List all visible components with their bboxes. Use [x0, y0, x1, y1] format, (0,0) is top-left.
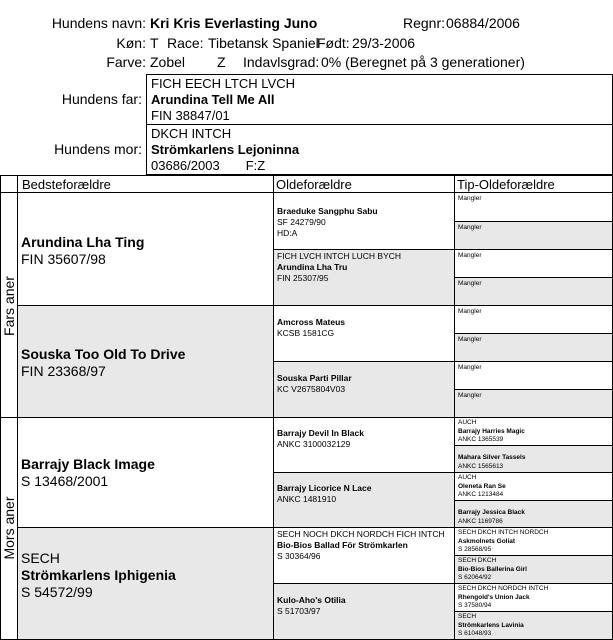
- father-label: Hundens far:: [61, 91, 142, 107]
- gg-reg: ANKC 1565613: [458, 462, 504, 470]
- great-grandparent-cell-4[interactable]: [273, 417, 455, 473]
- great-grandparent-cell-1[interactable]: [273, 249, 455, 306]
- great-grandparent-extra: HD:A: [277, 228, 298, 238]
- mother-name: Strömkarlens Lejoninna: [151, 142, 300, 157]
- fars-aner-label: Fars aner: [1, 276, 17, 336]
- gg-reg: ANKC 1213484: [458, 491, 504, 498]
- grandparent-reg: FIN 35607/98: [21, 251, 106, 267]
- gg-cell-7[interactable]: [454, 389, 613, 418]
- col-header-grandparents: Bedsteforældre: [17, 175, 274, 193]
- great-grandparent-name: Barrajy Devil In Black: [277, 428, 364, 438]
- gg-titles: Mangler: [458, 308, 482, 315]
- gg-titles: Mangler: [458, 392, 482, 399]
- grandparent-reg: S 13468/2001: [21, 473, 109, 489]
- born-label: Født:: [317, 35, 350, 51]
- race-value: Tibetansk Spaniel: [208, 35, 319, 51]
- grandparent-reg: FIN 23368/97: [21, 363, 106, 379]
- mors-aner-side: [0, 417, 18, 640]
- gg-cell-12[interactable]: [454, 527, 613, 556]
- gg-titles: Mangler: [458, 252, 482, 259]
- gg-reg: ANKC 1365539: [458, 436, 504, 443]
- gg-titles: AUCH: [458, 419, 477, 426]
- gg-name: Strömkarlens Lavinia: [458, 621, 524, 629]
- fars-aner-side: [0, 192, 18, 418]
- gg-reg: ANKC 1169786: [458, 517, 503, 525]
- gg-titles: AUCH: [458, 474, 477, 481]
- great-grandparent-name: Kulo-Aho's Otilia: [277, 595, 346, 605]
- gg-cell-11[interactable]: [454, 500, 613, 528]
- gg-reg: S 37580/94: [458, 602, 492, 609]
- gg-name: Rhengold's Union Jack: [458, 593, 530, 601]
- name-label: Hundens navn:: [51, 15, 146, 31]
- gg-titles: Mangler: [458, 336, 482, 343]
- great-grandparent-reg: KC V2675804V03: [277, 384, 346, 394]
- gg-name: Barrajy Harries Magic: [458, 427, 525, 435]
- grandparent-name: Barrajy Black Image: [21, 456, 155, 472]
- gg-name: Askmolnets Goliat: [458, 537, 516, 545]
- gg-cell-9[interactable]: [454, 445, 613, 473]
- gg-titles: Mangler: [458, 364, 482, 371]
- great-grandparent-cell-3[interactable]: [273, 361, 455, 418]
- grandparent-cell-3[interactable]: [17, 527, 274, 640]
- father-name: Arundina Tell Me All: [151, 92, 275, 107]
- gg-cell-1[interactable]: [454, 221, 613, 250]
- gg-cell-10[interactable]: [454, 472, 613, 501]
- great-grandparent-name: Arundina Lha Tru: [277, 262, 348, 272]
- col-header-great-grandparents: Oldeforældre: [273, 175, 455, 193]
- great-grandparent-reg: KCSB 1581CG: [277, 328, 335, 338]
- gg-titles: SECH DKCH NORDCH INTCH: [458, 585, 549, 592]
- gg-cell-8[interactable]: [454, 417, 613, 446]
- race-label: Race:: [167, 35, 204, 51]
- regnr-value: 06884/2006: [446, 15, 520, 31]
- corner-cell: [0, 175, 18, 193]
- gg-cell-15[interactable]: [454, 611, 613, 640]
- grandparent-name: Souska Too Old To Drive: [21, 346, 186, 362]
- gg-reg: S 62064/92: [458, 574, 492, 581]
- grandparent-cell-1[interactable]: [17, 305, 274, 418]
- gg-titles: Mangler: [458, 280, 482, 287]
- great-grandparent-name: Braeduke Sangphu Sabu: [277, 206, 378, 216]
- great-grandparent-cell-0[interactable]: [273, 192, 455, 250]
- mother-extra: F:Z: [245, 158, 266, 173]
- mother-label: Hundens mor:: [54, 141, 142, 157]
- great-grandparent-cell-5[interactable]: [273, 472, 455, 528]
- great-grandparent-name: Amcross Mateus: [277, 317, 346, 327]
- great-grandparent-name: Bio-Bios Ballad För Strömkarlen: [277, 540, 408, 550]
- grandparent-cell-2[interactable]: [17, 417, 274, 528]
- gg-name: Barrajy Jessica Black: [458, 509, 525, 516]
- col-header-great-great-grandparents: Tip-Oldeforældre: [454, 175, 613, 193]
- gg-titles: SECH: [458, 613, 477, 620]
- great-grandparent-name: Barrajy Licorice N Lace: [277, 483, 372, 493]
- mors-aner-label: Mors aner: [1, 496, 17, 560]
- gg-name: Oleneta Ran Se: [458, 482, 506, 490]
- father-reg: FIN 38847/01: [151, 108, 230, 123]
- gg-cell-13[interactable]: [454, 555, 613, 584]
- gg-titles: SECH DKCH: [458, 557, 497, 564]
- regnr-label: Regnr:: [403, 15, 446, 31]
- great-grandparent-reg: S 51703/97: [277, 606, 321, 616]
- father-titles: FICH EECH LTCH LVCH: [151, 76, 295, 91]
- great-grandparent-cell-7[interactable]: [273, 583, 455, 640]
- born-value: 29/3-2006: [352, 35, 416, 51]
- color-value: Zobel: [150, 54, 186, 70]
- great-grandparent-reg: SF 24279/90: [277, 217, 326, 227]
- gg-reg: S 28568/95: [458, 546, 492, 553]
- gg-titles: Mangler: [458, 224, 482, 231]
- great-grandparent-reg: ANKC 3100032129: [277, 439, 351, 449]
- gg-name: Bio-Bios Ballerina Girl: [458, 565, 527, 573]
- color-label: Farve:: [106, 54, 146, 70]
- gg-reg: S 61048/93: [458, 630, 492, 637]
- great-grandparent-reg: FIN 25307/95: [277, 273, 329, 283]
- great-grandparent-reg: ANKC 1481910: [277, 494, 337, 504]
- great-grandparent-titles: SECH NOCH DKCH NORDCH FICH INTCH: [277, 529, 445, 539]
- gg-titles: SECH DKCH INTCH NORDCH: [458, 529, 549, 536]
- grandparent-titles: SECH: [21, 550, 60, 566]
- gg-cell-4[interactable]: [454, 305, 613, 334]
- grandparent-name: Arundina Lha Ting: [21, 234, 145, 250]
- great-grandparent-name: Souska Parti Pillar: [277, 373, 352, 383]
- gg-cell-2[interactable]: [454, 249, 613, 278]
- sex-value: T: [150, 35, 159, 51]
- gg-cell-0[interactable]: [454, 192, 613, 222]
- mother-reg: 03686/2003: [151, 158, 220, 173]
- gg-name: Mahara Silver Tassels: [458, 454, 526, 461]
- grandparent-reg: S 54572/99: [21, 584, 93, 600]
- gg-cell-5[interactable]: [454, 333, 613, 362]
- gg-cell-3[interactable]: [454, 277, 613, 306]
- great-grandparent-cell-2[interactable]: [273, 305, 455, 362]
- grandparent-cell-0[interactable]: [17, 192, 274, 306]
- gg-titles: Mangler: [458, 195, 482, 202]
- great-grandparent-reg: S 30364/96: [277, 551, 321, 561]
- inbreed-value: 0% (Beregnet på 3 generationer): [321, 54, 525, 70]
- father-box[interactable]: [146, 74, 613, 125]
- mother-titles: DKCH INTCH: [151, 126, 232, 141]
- great-grandparent-titles: FICH LVCH INTCH LUCH BYCH: [277, 251, 402, 261]
- sex-label: Køn:: [116, 35, 146, 51]
- gg-cell-14[interactable]: [454, 583, 613, 612]
- z-value: Z: [217, 54, 226, 70]
- mother-box[interactable]: [146, 124, 613, 175]
- dog-name: Kri Kris Everlasting Juno: [150, 15, 318, 31]
- inbreed-label: Indavlsgrad:: [243, 54, 320, 70]
- great-grandparent-cell-6[interactable]: [273, 527, 455, 584]
- gg-cell-6[interactable]: [454, 361, 613, 390]
- grandparent-name: Strömkarlens Iphigenia: [21, 567, 176, 583]
